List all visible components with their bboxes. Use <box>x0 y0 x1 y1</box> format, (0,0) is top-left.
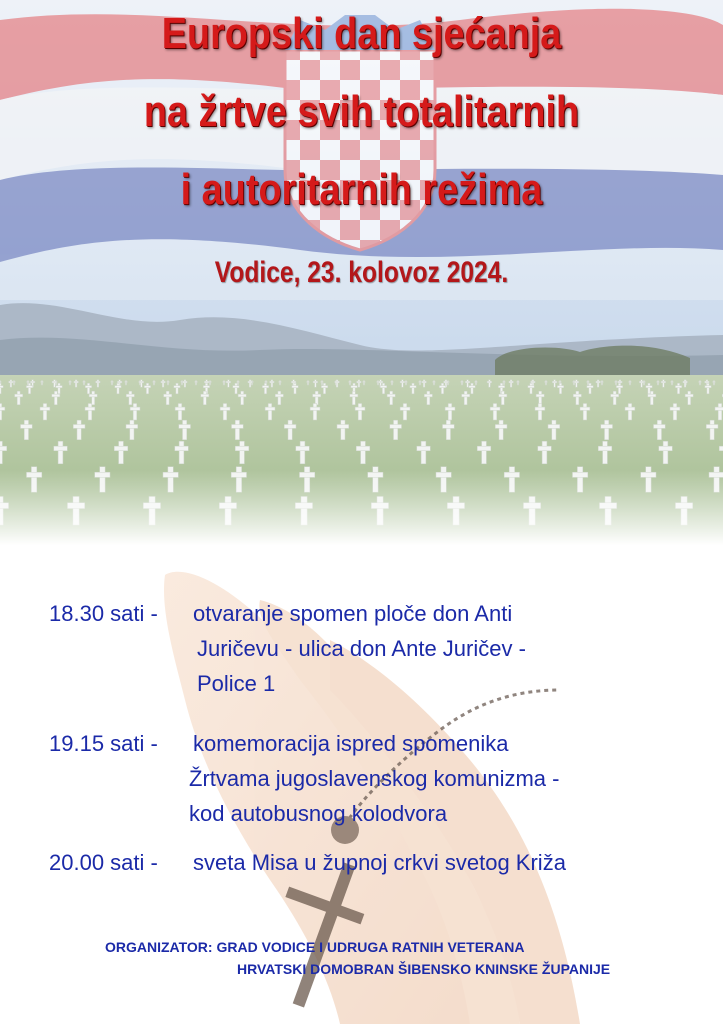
event-time: 18.30 sati - <box>49 601 158 626</box>
event-time: 20.00 sati - <box>49 850 158 875</box>
title-line-3: i autoritarnih režima <box>180 165 543 214</box>
event-description-line: sveta Misa u župnoj crkvi svetog Križa <box>193 850 566 875</box>
event-description-line: kod autobusnog kolodvora <box>189 801 448 826</box>
title-line-1: Europski dan sjećanja <box>161 9 562 58</box>
event-description-line: Police 1 <box>197 671 276 696</box>
organizer-line-2: HRVATSKI DOMOBRAN ŠIBENSKO KNINSKE ŽUPANIJE <box>237 961 611 977</box>
location-date: Vodice, 23. kolovoz 2024. <box>214 256 509 289</box>
organizer-line-1: ORGANIZATOR: GRAD VODICE I UDRUGA RATNIH VETERANA <box>105 939 525 955</box>
event-description-line: Juričevu - ulica don Ante Juričev - <box>197 636 526 661</box>
event-description-line: Žrtvama jugoslavenskog komunizma - <box>189 766 560 791</box>
title-line-2: na žrtve svih totalitarnih <box>143 87 580 136</box>
event-time: 19.15 sati - <box>49 731 158 756</box>
event-description-line: otvaranje spomen ploče don Anti <box>193 601 513 626</box>
event-description-line: komemoracija ispred spomenika <box>193 731 509 756</box>
